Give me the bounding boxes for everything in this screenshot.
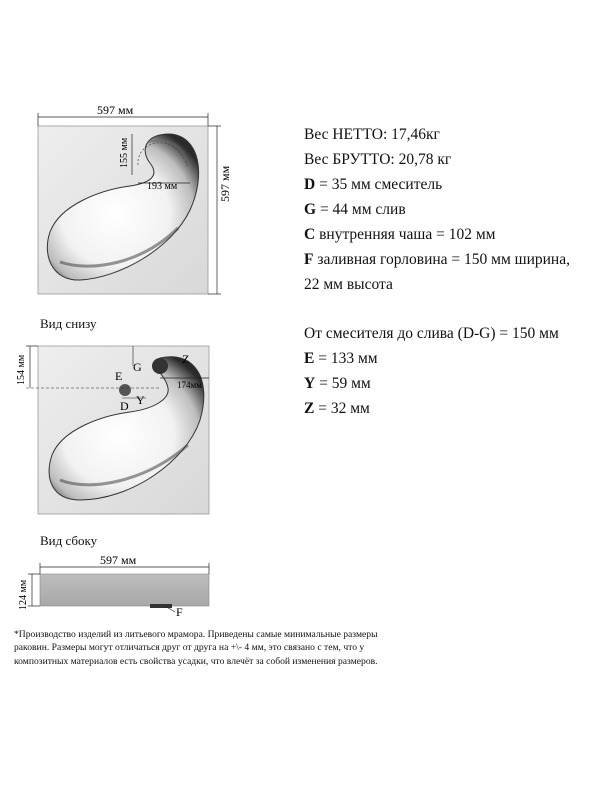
spec-g-text: = 44 мм слив: [316, 201, 406, 218]
dim-height-top: 597 мм: [218, 165, 232, 202]
dim-bottom-right: 174мм: [177, 380, 202, 390]
dim-drain-vertical: 155 мм: [119, 137, 130, 168]
dim-bottom-left: 154 мм: [16, 354, 27, 385]
spec-c-key: C: [304, 226, 316, 243]
spec-f-text: заливная горловина = 150 мм ширина,: [313, 251, 570, 268]
spec-e-text: = 133 мм: [314, 350, 378, 367]
dim-side-height: 124 мм: [18, 579, 29, 610]
caption-side-view: Вид сбоку: [40, 533, 98, 548]
footnote: *Производство изделий из литьевого мрамора. Приведены самые минимальные размеры раковин. Размеры могут отличаться друг от друга на +\- 4 мм, это связано с тем, что у композитных материалов есть свойства усадки, что влечёт за собой изменения размеров.: [14, 629, 378, 667]
spec-y-text: = 59 мм: [315, 375, 371, 392]
spec-c: [304, 222, 495, 247]
spec-z-key: Z: [304, 400, 315, 417]
spec-g-key: G: [304, 201, 317, 218]
drain-hole-g: [152, 358, 168, 374]
marker-y: Y: [136, 393, 145, 407]
spec-f-line2: 22 мм высота: [304, 276, 393, 293]
spec-c-text: внутренняя чаша = 102 мм: [315, 226, 496, 243]
spec-z: [304, 396, 370, 421]
spec-f-key: F: [304, 251, 314, 268]
spec-e-key: E: [304, 350, 315, 367]
spec-d: [304, 172, 442, 197]
spec-d-text: = 35 мм смеситель: [315, 176, 443, 193]
caption-bottom-view: Вид снизу: [40, 316, 97, 331]
dim-drain-horizontal: 193 мм: [147, 181, 178, 192]
spec-e: [304, 346, 378, 371]
spec-y: [304, 371, 371, 396]
marker-e: E: [115, 369, 123, 383]
mixer-hole-d: [119, 384, 131, 396]
spec-y-key: Y: [304, 375, 316, 392]
marker-z: Z: [182, 352, 190, 366]
spec-f: [304, 247, 570, 272]
dim-width-top: 597 мм: [97, 103, 134, 117]
spec-brutto: Вес БРУТТО: 20,78 кг: [304, 151, 452, 168]
marker-g: G: [133, 360, 142, 374]
spec-g: [304, 197, 406, 222]
spec-d-key: D: [304, 176, 316, 193]
spec-dg: От смесителя до слива (D-G) = 150 мм: [304, 325, 559, 342]
spec-netto: Вес НЕТТО: 17,46кг: [304, 126, 440, 143]
marker-d: D: [120, 399, 129, 413]
marker-f: F: [176, 605, 183, 619]
dim-side-width: 597 мм: [100, 553, 137, 567]
spec-z-text: = 32 мм: [314, 400, 370, 417]
